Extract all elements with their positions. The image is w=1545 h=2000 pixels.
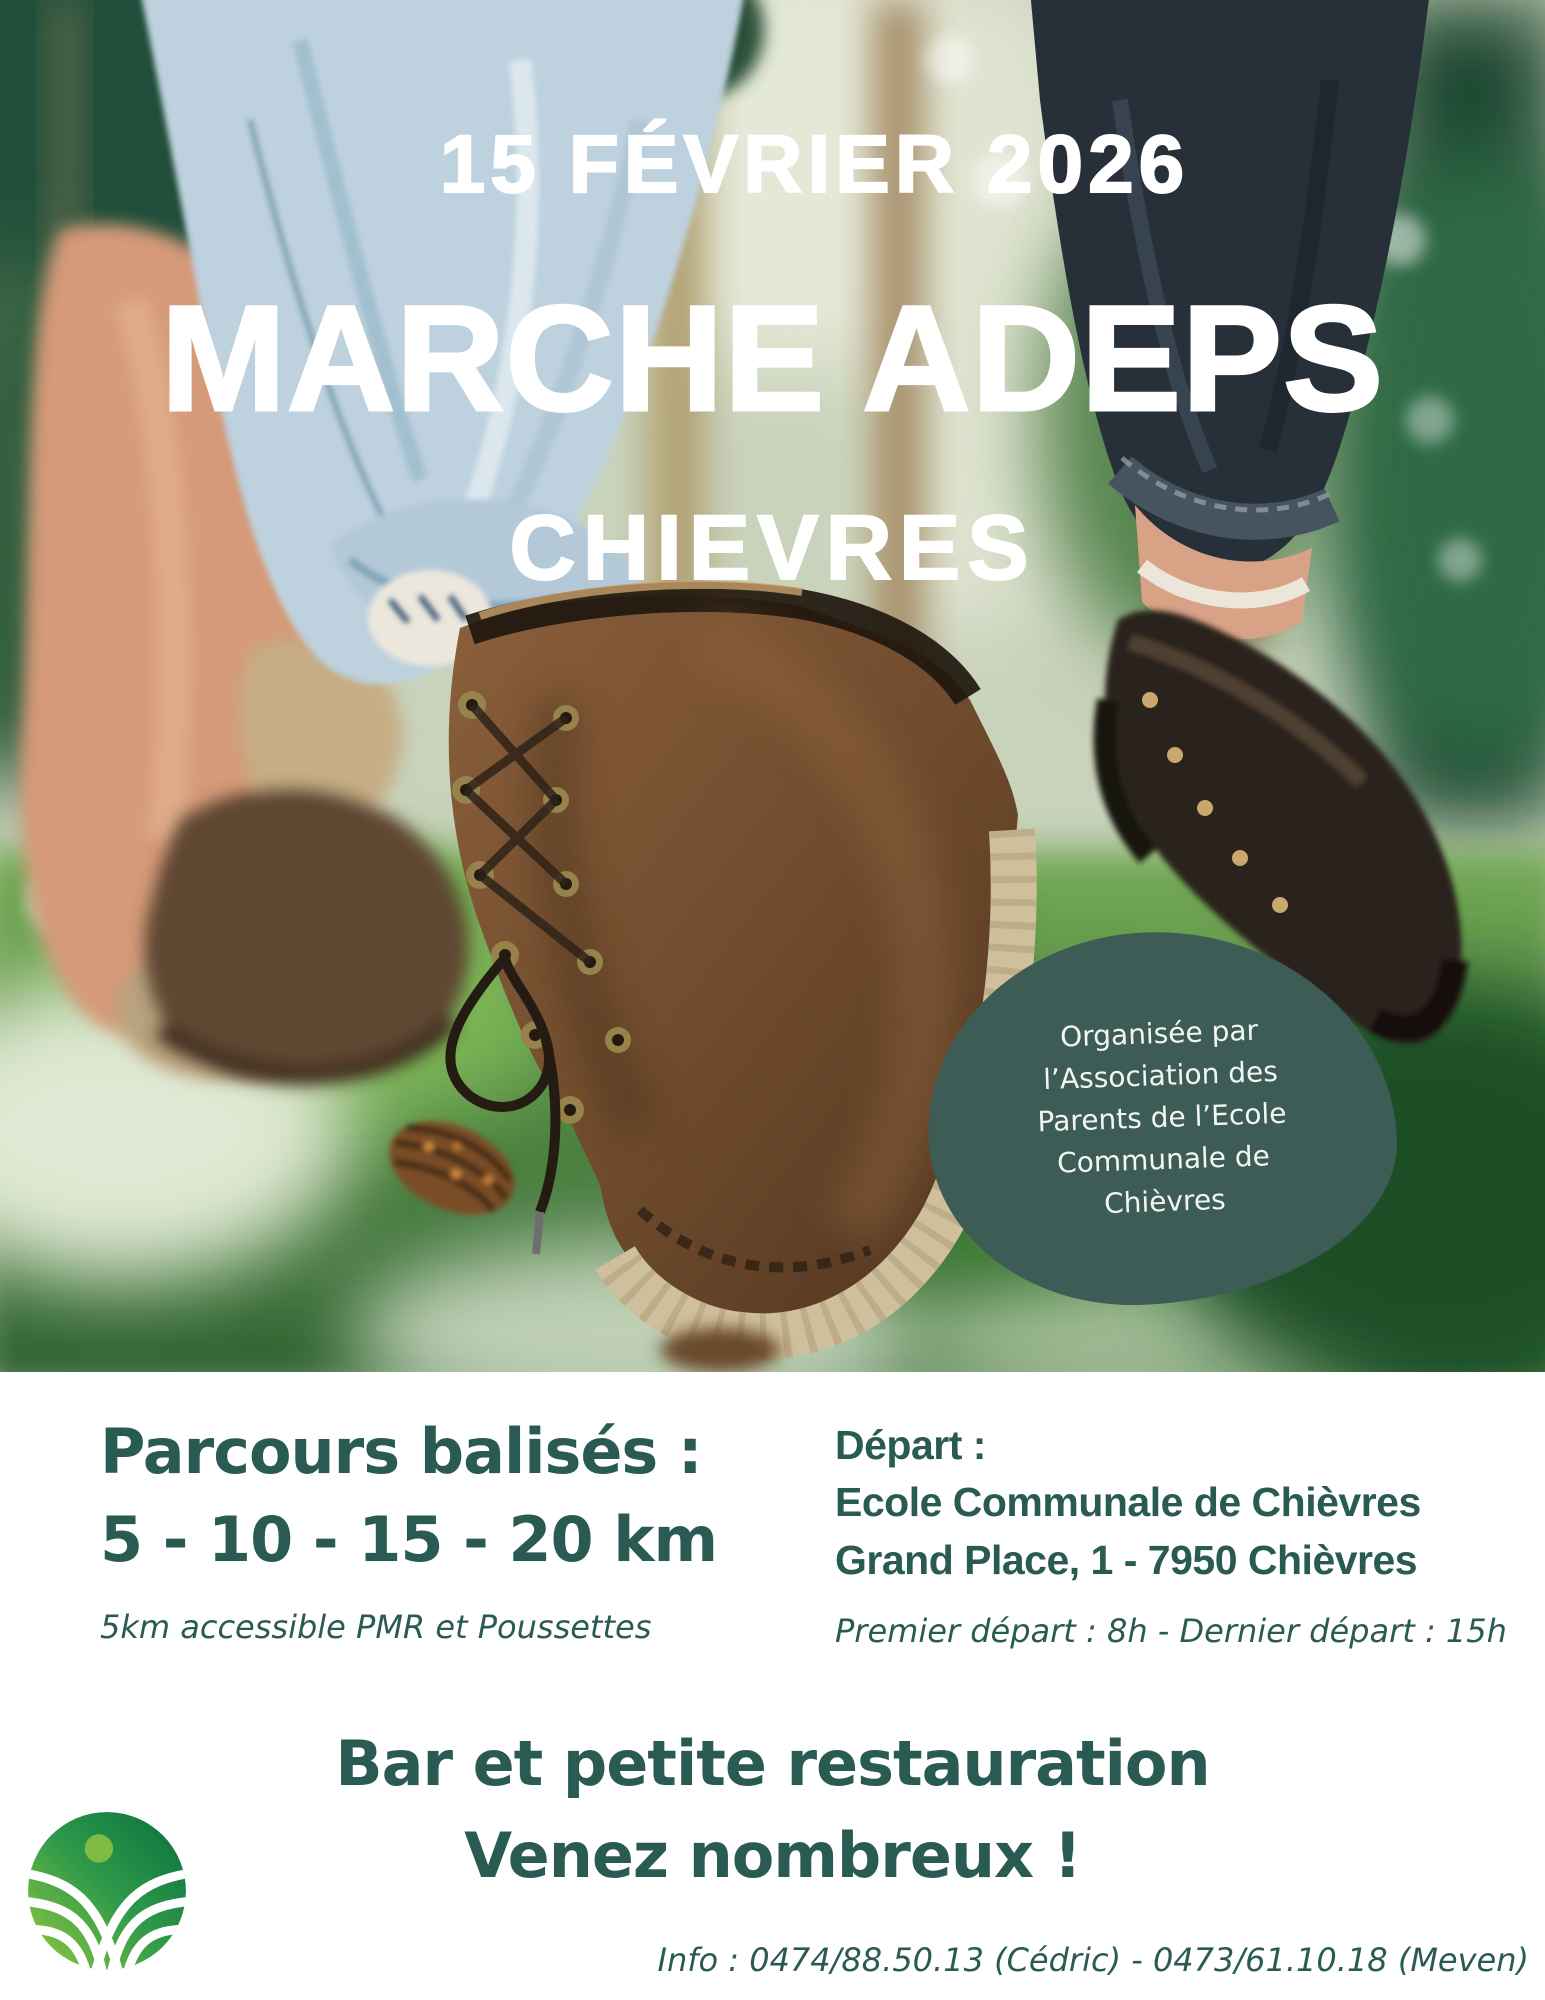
footer-line-bar: Bar et petite restauration bbox=[335, 1727, 1210, 1800]
contact-info: Info : 0474/88.50.13 (Cédric) - 0473/61.10.18 (Meven) bbox=[657, 1941, 1529, 1979]
event-date: 15 FÉVRIER 2026 bbox=[439, 119, 1190, 210]
start-venue: Ecole Communale de Chièvres bbox=[835, 1479, 1421, 1526]
routes-title: Parcours balisés : bbox=[100, 1415, 702, 1488]
sunrise-fields-logo bbox=[26, 1810, 188, 1972]
routes-block bbox=[100, 1415, 718, 1647]
event-title: MARCHE ADEPS bbox=[160, 274, 1385, 442]
organizer-badge-text: Organisée par l’Association des Parents de l’Ecole Communale de Chièvres bbox=[1037, 1013, 1287, 1221]
event-location-title: CHIEVRES bbox=[509, 497, 1036, 599]
start-label: Départ : bbox=[835, 1422, 986, 1468]
start-block bbox=[835, 1420, 1507, 1650]
routes-accessibility-note: 5km accessible PMR et Poussettes bbox=[100, 1608, 652, 1647]
footer-message bbox=[0, 1718, 1545, 1902]
start-address: Grand Place, 1 - 7950 Chièvres bbox=[835, 1536, 1418, 1583]
start-times-note: Premier départ : 8h - Dernier départ : 15h bbox=[835, 1611, 1507, 1650]
routes-distances: 5 - 10 - 15 - 20 km bbox=[100, 1503, 718, 1577]
footer-line-venez: Venez nombreux ! bbox=[464, 1818, 1081, 1892]
